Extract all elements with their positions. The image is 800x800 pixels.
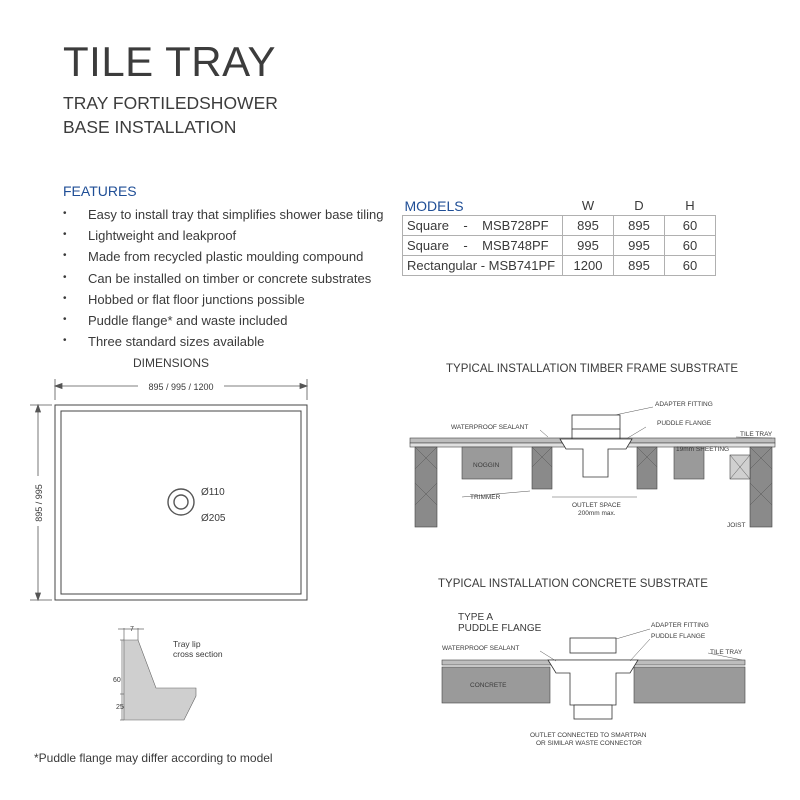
concrete-diagram [430, 605, 760, 750]
concrete-type-line-2: PUDDLE FLANGE [458, 623, 542, 634]
model-width: 1200 [563, 256, 614, 276]
concrete-outlet-line-2: OR SIMILAR WASTE CONNECTOR [536, 740, 642, 747]
model-height: 60 [665, 236, 716, 256]
models-header-row [403, 196, 716, 216]
plan-view-diagram [0, 370, 330, 610]
feature-text: Can be installed on timber or concrete substrates [88, 270, 372, 286]
concrete-diagram-title: TYPICAL INSTALLATION CONCRETE SUBSTRATE [438, 578, 708, 590]
table-row [403, 236, 716, 256]
timber-outlet-line-1: OUTLET SPACE [572, 502, 621, 509]
timber-flange-label: PUDDLE FLANGE [657, 420, 712, 427]
models-heading: MODELS [404, 197, 464, 214]
lip-cross-section [100, 620, 250, 730]
model-depth: 895 [614, 216, 665, 236]
table-row [403, 216, 716, 236]
model-height: 60 [665, 216, 716, 236]
models-table [402, 196, 716, 276]
column-header-h: H [685, 198, 695, 213]
concrete-slab-label: CONCRETE [470, 682, 507, 689]
model-depth: 895 [614, 256, 665, 276]
depth-dimension-label: 895 / 995 [34, 484, 44, 522]
timber-diagram-title: TYPICAL INSTALLATION TIMBER FRAME SUBSTRATE [446, 363, 739, 375]
feature-item [63, 225, 384, 246]
model-width: 895 [563, 216, 614, 236]
tray-outline [55, 405, 307, 600]
lip-caption-line-1: Tray lip [173, 639, 201, 649]
bullet-icon: • [63, 292, 67, 304]
feature-item [63, 310, 384, 331]
joist-right [750, 447, 772, 527]
waste-body [560, 439, 632, 477]
feature-text: Puddle flange* and waste included [88, 312, 288, 328]
features-heading: FEATURES [63, 183, 137, 199]
bullet-icon: • [63, 208, 67, 219]
timber-diagram [400, 395, 790, 535]
feature-item [63, 289, 384, 310]
concrete-sealant-label: WATERPROOF SEALANT [442, 645, 520, 652]
feature-item [63, 246, 384, 267]
concrete-adapter-fitting [570, 638, 616, 653]
model-name: Square - MSB748PF [403, 236, 563, 256]
feature-item [63, 268, 384, 289]
joist-left [415, 447, 437, 527]
feature-text: Lightweight and leakproof [88, 228, 237, 244]
timber-outlet-line-2: 200mm max. [578, 510, 616, 517]
column-header-d: D [634, 198, 644, 213]
concrete-outlet-pipe [574, 705, 612, 719]
table-row [403, 256, 716, 276]
feature-text: Made from recycled plastic moulding compound [88, 249, 364, 265]
concrete-waste-body [548, 660, 638, 705]
footnote: *Puddle flange may differ according to model [34, 751, 273, 765]
column-header-w: W [581, 198, 595, 213]
timber-trimmer-label: TRIMMER [470, 494, 501, 501]
page-title: TILE TRAY [63, 38, 277, 85]
bullet-icon: • [63, 271, 67, 283]
timber-sealant-label: WATERPROOF SEALANT [451, 424, 529, 431]
feature-item [63, 204, 384, 225]
lip-dim-height: 60 [113, 677, 121, 684]
bullet-icon: • [63, 335, 67, 347]
model-height: 60 [665, 256, 716, 276]
feature-item [63, 331, 384, 352]
bullet-icon: • [63, 229, 67, 241]
subtitle-line-2: BASE INSTALLATION [63, 117, 237, 137]
model-width: 995 [563, 236, 614, 256]
lip-dim-top: 7 [130, 626, 134, 633]
concrete-slab-right [634, 667, 745, 703]
concrete-tray-label: TILE TRAY [710, 649, 743, 656]
timber-joist-label: JOIST [727, 522, 746, 529]
bullet-icon: • [63, 313, 67, 325]
subtitle-line-1: TRAY FORTILEDSHOWER [63, 93, 278, 113]
timber-tray-label: TILE TRAY [740, 431, 773, 438]
feature-text: Three standard sizes available [88, 334, 265, 350]
concrete-type-line-1: TYPE A [458, 612, 494, 623]
trimmer-right [637, 447, 657, 489]
trimmer-left [532, 447, 552, 489]
feature-text: Hobbed or flat floor junctions possible [88, 291, 305, 307]
lip-dim-lower: 25 [116, 704, 124, 711]
model-name: Square - MSB728PF [403, 216, 563, 236]
timber-sheeting-label: 19mm SHEETING [676, 446, 730, 453]
outlet-small-label: Ø110 [201, 487, 225, 498]
concrete-adapter-label: ADAPTER FITTING [651, 622, 709, 629]
adapter-fitting [572, 415, 620, 429]
concrete-flange-label: PUDDLE FLANGE [651, 633, 706, 640]
model-name: Rectangular - MSB741PF [403, 256, 563, 276]
bullet-icon: • [63, 250, 67, 262]
model-depth: 995 [614, 236, 665, 256]
timber-noggin-label: NOGGIN [473, 462, 500, 469]
outlet-large-label: Ø205 [201, 513, 226, 524]
lip-caption-line-2: cross section [173, 649, 223, 659]
width-dimension-label: 895 / 995 / 1200 [148, 382, 214, 392]
timber-adapter-label: ADAPTER FITTING [655, 401, 713, 408]
feature-text: Easy to install tray that simplifies shower base tiling [88, 207, 384, 222]
concrete-outlet-line-1: OUTLET CONNECTED TO SMARTPAN [530, 732, 647, 739]
features-list [63, 204, 384, 352]
dimensions-label: DIMENSIONS [133, 356, 210, 370]
